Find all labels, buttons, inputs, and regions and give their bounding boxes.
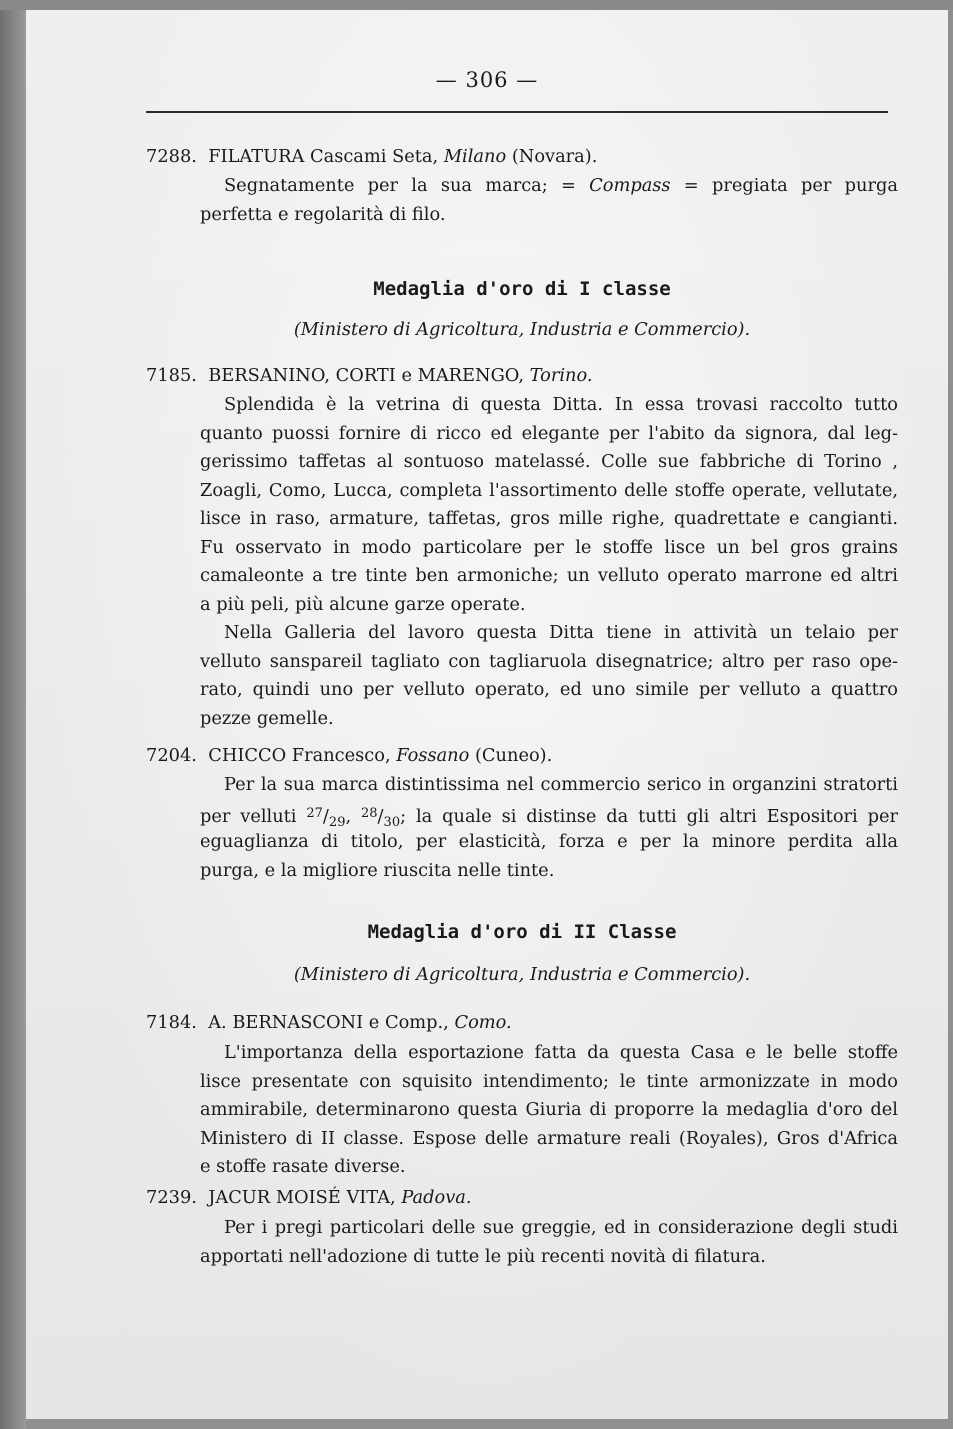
body-line-fractions: per velluti $^{27}/_{29}$, $^{28}/_{30}$; la quale si distinse da tutti gli altri Espositori per: [200, 805, 898, 830]
body-line: pezze gemelle.: [200, 707, 334, 729]
scan-edge-top: [0, 0, 953, 10]
fraction-1-numerator: 27: [306, 805, 323, 821]
entry-exhibitor: A. BERNASCONI e Comp.,: [208, 1012, 455, 1033]
entry-city: Torino.: [529, 365, 593, 386]
body-line: Fu osservato in modo particolare per le stoffe lisce un bel gros grains: [200, 536, 898, 558]
body-line: quanto puossi fornire di ricco ed elegante per l'abito da signora, dal leg-: [200, 422, 898, 444]
entry-province: (Novara).: [506, 146, 598, 167]
entry-body-7288: [200, 172, 898, 229]
body-line: lisce presentate con squisito intendimento; le tinte armonizzate in modo: [200, 1070, 898, 1092]
body-line: rato, quindi uno per velluto operato, ed uno simile per velluto a quattro: [200, 679, 898, 700]
fraction-2-numerator: 28: [361, 805, 378, 821]
body-line: Per la sua marca distintissima nel commercio serico in organzini stratorti: [224, 774, 898, 795]
entry-id: 7239.: [146, 1187, 197, 1208]
entry-id: 7204.: [146, 745, 197, 766]
entry-body-7239: [200, 1214, 898, 1271]
fraction-1-denominator: 29: [328, 814, 346, 830]
body-line: purga, e la migliore riuscita nelle tinte.: [200, 859, 555, 881]
body-line: Ministero di II classe. Espose delle armature reali (Royales), Gros d'Africa: [200, 1127, 898, 1149]
body-line: apportati nell'adozione di tutte le più recenti novità di filatura.: [200, 1245, 766, 1267]
entry-city: Fossano: [396, 745, 470, 766]
entry-body-7204: [200, 771, 898, 885]
entry-exhibitor: FILATURA Cascami Seta,: [208, 146, 444, 167]
body-line: Nella Galleria del lavoro questa Ditta tiene in attività un telaio per: [224, 622, 898, 643]
entry-heading-7184: [146, 1009, 512, 1038]
entry-heading-7185: [146, 362, 593, 391]
entry-city: Milano: [443, 146, 507, 167]
body-line: Segnatamente per la sua marca; = Compass = pregiata per purga: [224, 175, 898, 196]
entry-heading-7239: [146, 1184, 472, 1213]
entry-heading-7288: [146, 143, 597, 172]
body-line: a più peli, più alcune garze operate.: [200, 593, 526, 615]
body-line: eguaglianza di titolo, per elasticità, forza e per la minore perdita alla: [200, 831, 898, 852]
entry-body-7184: [200, 1039, 898, 1182]
entry-body-7185: [200, 391, 898, 733]
entry-exhibitor: JACUR MOISÉ VITA,: [208, 1187, 402, 1208]
body-line: Zoagli, Como, Lucca, completa l'assortimento delle stoffe operate, vellutate,: [200, 479, 898, 501]
page-number: — 306 —: [435, 68, 539, 92]
scan-edge-left: [0, 0, 26, 1429]
book-page: [26, 10, 948, 1419]
body-line: lisce in raso, armature, taffetas, gros mille righe, quadrettate e cangianti.: [200, 508, 898, 529]
medal-heading-1: Medaglia d'oro di I classe: [373, 278, 671, 300]
entry-id: 7184.: [146, 1012, 197, 1033]
fraction-2-denominator: 30: [383, 814, 401, 830]
entry-city: Padova.: [401, 1187, 472, 1208]
body-line: perfetta e regolarità di filo.: [200, 203, 446, 225]
entry-province: (Cuneo).: [469, 745, 553, 766]
body-line: L'importanza della esportazione fatta da questa Casa e le belle stoffe: [224, 1042, 898, 1063]
medal-heading-2: Medaglia d'oro di II Classe: [367, 921, 677, 943]
body-line: e stoffe rasate diverse.: [200, 1156, 406, 1177]
body-line: Per i pregi particolari delle sue greggie, ed in considerazione degli studi: [224, 1217, 898, 1238]
entry-id: 7288.: [146, 146, 197, 167]
body-line-remainder: la quale si distinse da tutti gli altri Espositori per: [415, 805, 898, 827]
medal-ministry-2: (Ministero di Agricoltura, Industria e Commercio).: [293, 964, 751, 985]
fraction-prefix: per velluti: [200, 805, 297, 827]
entry-city: Como.: [454, 1012, 512, 1033]
header-rule: [146, 111, 888, 113]
body-line: ammirabile, determinarono questa Giuria di proporre la medaglia d'oro del: [200, 1099, 898, 1120]
body-line: Splendida è la vetrina di questa Ditta. In essa trovasi raccolto tutto: [224, 394, 898, 415]
body-line: camaleonte a tre tinte ben armoniche; un velluto operato marrone ed altri: [200, 565, 898, 586]
body-line: velluto sanspareil tagliato con tagliaruola disegnatrice; altro per raso ope-: [200, 650, 898, 672]
entry-exhibitor: BERSANINO, CORTI e MARENGO,: [208, 365, 530, 386]
entry-id: 7185.: [146, 365, 197, 386]
entry-heading-7204: [146, 742, 552, 771]
medal-ministry-1: (Ministero di Agricoltura, Industria e Commercio).: [293, 319, 751, 340]
body-line: gerissimo taffetas al sontuoso matelassé. Colle sue fabbriche di Torino ,: [200, 451, 898, 472]
entry-exhibitor: CHICCO Francesco,: [208, 745, 397, 766]
